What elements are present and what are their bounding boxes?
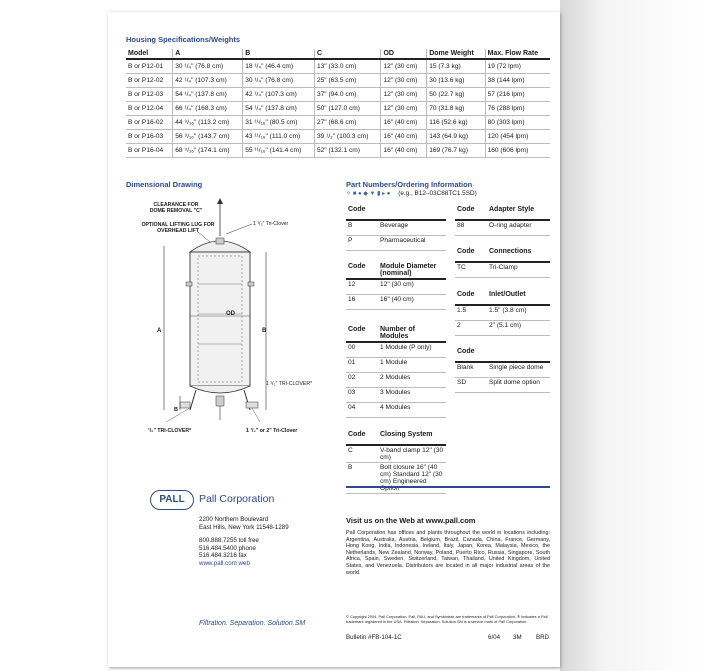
lug-label: OPTIONAL LIFTING LUG FOR OVERHEAD LIFT	[141, 222, 215, 234]
spec-header-2: B	[243, 49, 315, 59]
spec-cell: 27" (68.6 cm)	[314, 116, 380, 130]
code-table-header: Code	[455, 247, 487, 262]
spec-cell: 50 (22.7 kg)	[427, 88, 485, 102]
code-cell: O-ring adapter	[487, 220, 550, 236]
table-row	[455, 362, 550, 378]
code-cell: V-band clamp 12" (30 cm)	[378, 445, 446, 463]
spec-cell: 120 (454 lpm)	[485, 130, 550, 144]
code-cell: Beverage	[378, 220, 446, 236]
spec-cell: 12" (30 cm)	[381, 74, 427, 88]
print-qty: 3M	[513, 634, 522, 641]
code-cell: 2	[455, 321, 487, 336]
table-row	[346, 295, 446, 310]
fax-number: 516.484.3216 fax	[199, 552, 247, 559]
spec-cell: 66 ¹/₄" (168.3 cm)	[173, 102, 243, 116]
drawing-title: Dimensional Drawing	[126, 180, 203, 189]
code-table-left_tables-1	[346, 262, 446, 310]
spec-header-6: Max. Flow Rate	[485, 49, 550, 59]
print-code: BRD	[536, 634, 550, 641]
spec-cell: 160 (606 lpm)	[485, 144, 550, 158]
code-table-header	[378, 205, 446, 220]
code-cell: B	[346, 220, 378, 236]
code-table-header: Inlet/Outlet	[487, 290, 550, 305]
spec-cell: 70 (31.8 kg)	[427, 102, 485, 116]
table-row	[346, 463, 446, 494]
spec-cell: 56 ⁹/₁₆" (143.7 cm)	[173, 130, 243, 144]
phone-main: 516.484.5400 phone	[199, 544, 256, 552]
table-row	[346, 373, 446, 388]
spec-cell: 76 (288 lpm)	[485, 102, 550, 116]
spec-cell: 43 ¹¹/₁₆" (111.0 cm)	[243, 130, 315, 144]
code-table-header: Closing System	[378, 430, 446, 445]
code-cell: 2 Modules	[378, 373, 446, 388]
code-table-header: Connections	[487, 247, 550, 262]
table-row	[346, 342, 446, 358]
a-label: A	[157, 328, 162, 334]
spec-cell: 50" (127.0 cm)	[314, 102, 380, 116]
table-row	[126, 102, 550, 116]
spec-cell: 38 (144 lpm)	[485, 74, 550, 88]
code-table-right_tables-0	[455, 205, 550, 236]
spec-cell: 37" (94.0 cm)	[314, 88, 380, 102]
code-table-header: Module Diameter (nominal)	[378, 262, 446, 279]
table-row	[126, 116, 550, 130]
code-table-left_tables-2	[346, 325, 446, 418]
spec-header-0: Model	[126, 49, 173, 59]
spec-cell: B or P12-01	[126, 59, 173, 74]
spec-cell: 42 ¹/₄" (107.3 cm)	[173, 74, 243, 88]
b2-label: B	[174, 407, 178, 413]
spec-cell: 116 (52.6 kg)	[427, 116, 485, 130]
spec-cell: 143 (64.9 kg)	[427, 130, 485, 144]
code-cell: 16" (40 cm)	[378, 295, 446, 310]
code-symbols-icon: ✧ ■ ● ◆ ▼ ▮ ▸ ●	[346, 191, 391, 197]
code-cell: Pharmaceutical	[378, 236, 446, 251]
tagline: Filtration. Separation. Solution.SM	[199, 620, 306, 627]
table-row	[346, 445, 446, 463]
spec-cell: 39 ¹/₂" (100.3 cm)	[314, 130, 380, 144]
code-cell: 88	[455, 220, 487, 236]
table-row	[126, 74, 550, 88]
print-date: 6/04	[488, 634, 501, 641]
vessel-body	[190, 252, 250, 386]
table-row	[126, 144, 550, 158]
code-cell: SD	[455, 378, 487, 393]
spec-cell: 169 (76.7 kg)	[427, 144, 485, 158]
spec-cell: B or P12-02	[126, 74, 173, 88]
spec-header-5: Dome Weight	[427, 49, 485, 59]
housing-title: Housing Specifications/Weights	[126, 35, 241, 44]
code-cell: 03	[346, 388, 378, 403]
address-line-1: 2200 Northern Boulevard	[199, 516, 269, 523]
code-table-header: Code	[455, 347, 487, 362]
table-row	[455, 378, 550, 393]
code-cell: Single piece dome	[487, 362, 550, 378]
clearance-label: CLEARANCE FOR DOME REMOVAL "C"	[149, 202, 203, 214]
copyright-text: © Copyright 2004, Pall Corporation. Pall, PALL and Symbiotrak are trademarks of Pall Corporation. ® Indicates a Pall trademark registered in the USA. Filtration. Separation. Solution.SM is a service mark of Pall Corporation.	[346, 614, 548, 624]
table-row	[346, 388, 446, 403]
code-cell: 1 Module (P only)	[378, 342, 446, 358]
spec-cell: 12" (30 cm)	[381, 102, 427, 116]
spec-cell: 16" (40 cm)	[381, 144, 427, 158]
od-label: OD	[226, 311, 235, 317]
web-title: Visit us on the Web at www.pall.com	[346, 516, 476, 525]
code-table-right_tables-3	[455, 347, 550, 393]
spec-cell: 16" (40 cm)	[381, 116, 427, 130]
spec-cell: 54 ¹/₄" (137.8 cm)	[173, 88, 243, 102]
code-cell: Bolt closure 16" (40 cm) Standard 12" (30 cm) Engineered Option	[378, 463, 446, 494]
code-cell: 12	[346, 279, 378, 295]
table-row	[455, 220, 550, 236]
code-table-header: Code	[455, 290, 487, 305]
code-cell: Blank	[455, 362, 487, 378]
code-cell: 02	[346, 373, 378, 388]
code-cell: 3 Modules	[378, 388, 446, 403]
spec-cell: 13" (33.0 cm)	[314, 59, 380, 74]
code-cell: 1.5" (3.8 cm)	[487, 305, 550, 321]
table-row	[346, 358, 446, 373]
spec-cell: 12" (30 cm)	[381, 88, 427, 102]
code-cell: 00	[346, 342, 378, 358]
code-table-header	[487, 347, 550, 362]
spec-cell: 68 ⁹/₁₆" (174.1 cm)	[173, 144, 243, 158]
housing-drawing	[150, 196, 290, 428]
spec-cell: 16" (40 cm)	[381, 130, 427, 144]
spec-cell: B or P16-02	[126, 116, 173, 130]
code-cell: B	[346, 463, 378, 494]
code-table-header: Code	[346, 262, 378, 279]
ordering-bottom-rule	[346, 486, 550, 488]
table-row	[346, 403, 446, 418]
code-table-right_tables-1	[455, 247, 550, 278]
code-cell: 01	[346, 358, 378, 373]
code-table-header: Code	[346, 205, 378, 220]
spec-cell: 25" (63.5 cm)	[314, 74, 380, 88]
spec-cell: 42 ¹/₄" (107.3 cm)	[243, 88, 315, 102]
spec-cell: 15 (7.3 kg)	[427, 59, 485, 74]
spec-cell: 52" (132.1 cm)	[314, 144, 380, 158]
top-clover-label: 1 ¹/₂" Tri-Clover	[253, 221, 289, 227]
spec-cell: B or P16-03	[126, 130, 173, 144]
spec-cell: 44 ⁹/₁₆" (113.2 cm)	[173, 116, 243, 130]
spec-cell: B or P16-04	[126, 144, 173, 158]
company-name: Pall Corporation	[199, 493, 275, 505]
table-row	[346, 220, 446, 236]
code-table-left_tables-0	[346, 205, 446, 251]
spec-cell: 18 ¹/₄" (46.4 cm)	[243, 59, 315, 74]
spec-cell: 12" (30 cm)	[381, 59, 427, 74]
spec-cell: 30 ¹/₄" (76.8 cm)	[243, 74, 315, 88]
table-row	[346, 236, 446, 251]
code-cell: 04	[346, 403, 378, 418]
code-cell: P	[346, 236, 378, 251]
code-table-right_tables-2	[455, 290, 550, 336]
code-cell: 1 Module	[378, 358, 446, 373]
ordering-example-row	[346, 190, 477, 197]
code-cell: Tri-Clamp	[487, 262, 550, 278]
housing-spec-table	[126, 49, 550, 158]
code-cell: Split dome option	[487, 378, 550, 393]
phone-tollfree: 800.888.7255 toll free	[199, 537, 259, 544]
table-row	[455, 321, 550, 336]
page-edge-shadow	[560, 0, 703, 671]
address-line-2: East Hills, New York 11548-1289	[199, 523, 289, 531]
b-label: B	[262, 328, 267, 334]
spec-cell: 30 ¹/₄" (76.8 cm)	[173, 59, 243, 74]
code-table-header: Code	[346, 325, 378, 342]
spec-cell: 54 ¹/₄" (137.8 cm)	[243, 102, 315, 116]
code-cell: 2" (5.1 cm)	[487, 321, 550, 336]
spec-cell: 57 (216 lpm)	[485, 88, 550, 102]
company-address	[199, 516, 289, 567]
pall-logo: PALL	[150, 490, 194, 510]
table-row	[455, 262, 550, 278]
spec-cell: B or P12-03	[126, 88, 173, 102]
code-cell: 1.5	[455, 305, 487, 321]
offices-text: Pall Corporation has offices and plants throughout the world in locations including: Argentina, Australia, Austria, Belgium, Brazil, Canada, China, France, Germany, Hong Kong, India, Indonesia, Ireland, Italy, Japan, Korea, Malaysia, Mexico, the Netherlands, New Zealand, Norway, Poland, Puerto Rico, Russia, Singapore, South Africa, Spain, Sweden, Switzerland, Taiwan, Thailand, United Kingdom, United States, and Venezuela. Distributors are located in all major industrial areas of the world.	[346, 530, 550, 576]
table-row	[126, 130, 550, 144]
ordering-title: Part Numbers/Ordering Information	[346, 180, 473, 189]
web-address[interactable]: www.pall.com web	[199, 559, 250, 567]
code-cell: C	[346, 445, 378, 463]
spec-cell: 31 ¹¹/₁₆" (80.5 cm)	[243, 116, 315, 130]
spec-header-4: OD	[381, 49, 427, 59]
code-cell: 12" (30 cm)	[378, 279, 446, 295]
spec-header-3: C	[314, 49, 380, 59]
code-table-header: Code	[346, 430, 378, 445]
bottom-left-label: ¹/₂" TRI-CLOVER*	[148, 428, 192, 434]
table-row	[455, 305, 550, 321]
spec-cell: B or P12-04	[126, 102, 173, 116]
code-cell: 16	[346, 295, 378, 310]
bottom-clover-label: 1 ¹/₂" or 2" Tri-Clover	[246, 428, 298, 434]
code-table-header: Number of Modules	[378, 325, 446, 342]
ordering-example: (e.g., B12–03C88TC1.5SD)	[398, 190, 477, 197]
spec-header-1: A	[173, 49, 243, 59]
code-table-header: Adapter Style	[487, 205, 550, 220]
code-table-left_tables-3	[346, 430, 446, 494]
table-row	[126, 59, 550, 74]
bulletin-number: Bulletin #FB-104-1C	[346, 634, 402, 641]
code-table-header: Code	[455, 205, 487, 220]
table-row	[126, 88, 550, 102]
table-row	[346, 279, 446, 295]
spec-cell: 80 (303 lpm)	[485, 116, 550, 130]
code-cell: TC	[455, 262, 487, 278]
spec-cell: 19 (72 lpm)	[485, 59, 550, 74]
side-clover-label: 1 ¹/₂" TRI-CLOVER*	[266, 381, 313, 387]
spec-cell: 30 (13.6 kg)	[427, 74, 485, 88]
spec-cell: 55 ¹¹/₁₆" (141.4 cm)	[243, 144, 315, 158]
code-cell: 4 Modules	[378, 403, 446, 418]
